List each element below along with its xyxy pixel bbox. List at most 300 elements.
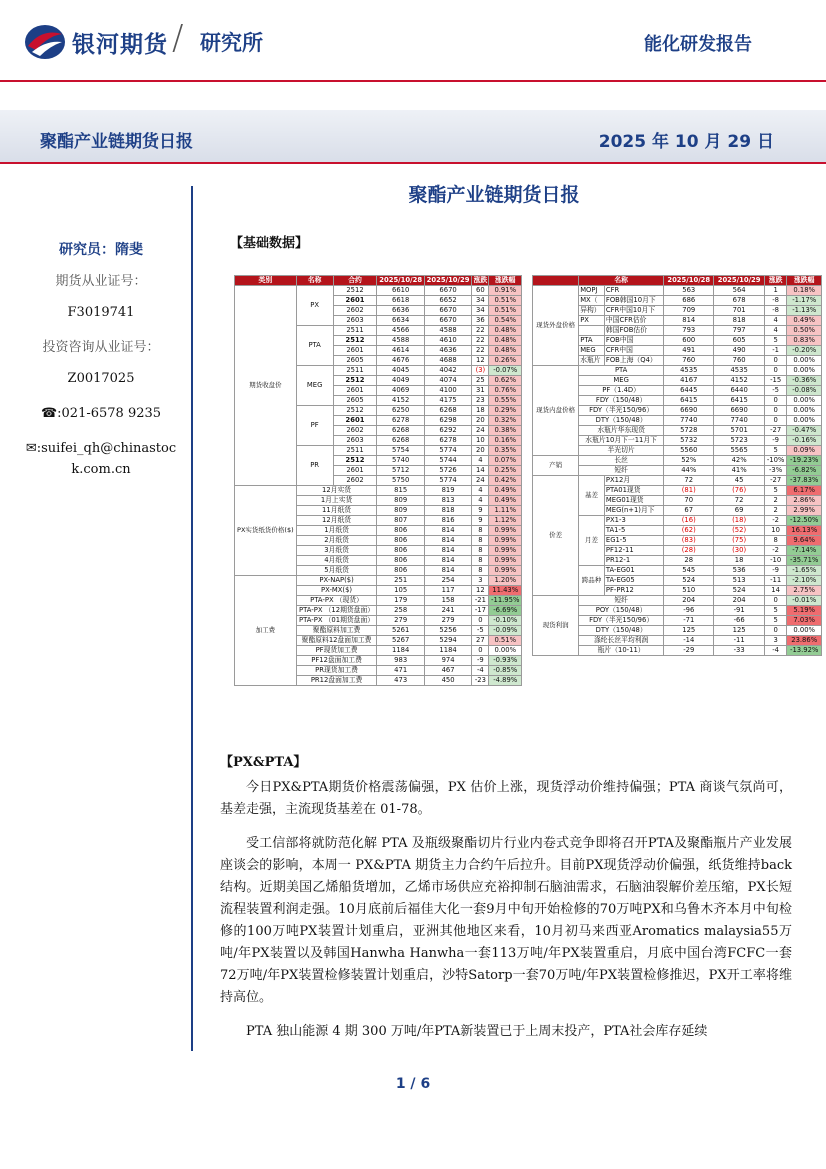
table-header-cell: 涨跌 (764, 276, 787, 286)
table-cell: (30) (714, 546, 764, 556)
table-cell: 0.51% (489, 296, 522, 306)
table-cell: 279 (377, 616, 424, 626)
table-cell: 806 (377, 526, 424, 536)
table-cell: 22 (472, 336, 489, 346)
name-cell (579, 326, 605, 336)
table-cell: 4069 (377, 386, 424, 396)
table-cell: -0.09% (489, 626, 522, 636)
table-cell: 0 (764, 596, 787, 606)
table-header-row (533, 276, 822, 286)
table-cell: 545 (664, 566, 714, 576)
table-header-cell: 2025/10/28 (377, 276, 424, 286)
spec-cell: FOB上海（Q4） (604, 356, 663, 366)
table-cell: 10 (764, 526, 787, 536)
page-header (0, 0, 826, 82)
table-cell: 9 (472, 506, 489, 516)
table-cell: 5728 (664, 426, 714, 436)
spec-cell: CFR (604, 286, 663, 296)
name-cell: PR (296, 446, 333, 486)
phone: ☎:021-6578 9235 (40, 406, 162, 421)
table-cell: 536 (714, 566, 764, 576)
table-cell: 818 (424, 506, 471, 516)
table-cell: 23 (472, 396, 489, 406)
table-cell: -66 (714, 616, 764, 626)
table-cell: 2.75% (787, 586, 822, 596)
table-cell: 4175 (424, 396, 471, 406)
name-cell: FDY（半光150/96） (579, 406, 664, 416)
table-cell: 0.00% (787, 406, 822, 416)
table-cell: -96 (664, 606, 714, 616)
table-cell: 0.35% (489, 446, 522, 456)
table-cell: -9 (764, 436, 787, 446)
table-cell: 67 (664, 506, 714, 516)
table-cell: 45 (714, 476, 764, 486)
page-number: 1 / 6 (395, 1076, 431, 1092)
table-cell: 25 (472, 376, 489, 386)
spec-cell: FOB中国 (604, 336, 663, 346)
table-cell: (62) (664, 526, 714, 536)
table-cell: 0.48% (489, 346, 522, 356)
category-cell: 产销 (533, 456, 579, 476)
table-cell: 4 (472, 486, 489, 496)
table-cell: 4074 (424, 376, 471, 386)
table-cell: -10 (764, 556, 787, 566)
table-cell: 5701 (714, 426, 764, 436)
table-cell: 0.76% (489, 386, 522, 396)
table-cell: -35.71% (787, 556, 822, 566)
table-cell: -14 (664, 636, 714, 646)
name-cell: 聚酯原料12盘面加工费 (296, 636, 377, 646)
table-cell: 16.13% (787, 526, 822, 536)
table-cell: 6690 (664, 406, 714, 416)
table-header-cell: 2025/10/28 (664, 276, 714, 286)
table-cell: 204 (664, 596, 714, 606)
table-cell: 4610 (424, 336, 471, 346)
table-cell: -1.13% (787, 306, 822, 316)
name-cell: PTA-PX （12期货盘面） (296, 606, 377, 616)
table-cell: 9.64% (787, 536, 822, 546)
email: ✉:suifei_qh@chinastock.com.cn (25, 441, 177, 477)
table-cell: 797 (714, 326, 764, 336)
table-cell: 6.17% (787, 486, 822, 496)
column-divider (191, 186, 193, 1051)
table-cell: 2512 (333, 406, 377, 416)
table-cell: -8 (764, 306, 787, 316)
table-row (533, 456, 822, 466)
name-cell: PF12盘面加工费 (296, 656, 377, 666)
table-cell: 600 (664, 336, 714, 346)
name-cell: FDY（半光150/96） (579, 616, 664, 626)
table-cell: 204 (714, 596, 764, 606)
table-cell: 11.43% (489, 586, 522, 596)
table-row (533, 366, 822, 376)
table-cell: 0.42% (489, 476, 522, 486)
table-cell: 7740 (714, 416, 764, 426)
name-cell: PX-NAP($) (296, 576, 377, 586)
subcategory-cell: 月差 (579, 516, 605, 566)
table-cell: 4 (764, 326, 787, 336)
table-cell: 809 (377, 506, 424, 516)
table-cell: 6250 (377, 406, 424, 416)
name-cell: PTA-PX （现货） (296, 596, 377, 606)
table-cell: -0.16% (787, 436, 822, 446)
table-cell: 4100 (424, 386, 471, 396)
table-header-cell: 类别 (235, 276, 297, 286)
table-cell: 24 (472, 426, 489, 436)
table-cell: 2512 (333, 456, 377, 466)
table-cell: 179 (377, 596, 424, 606)
table-cell: 6268 (377, 436, 424, 446)
table-cell: 5256 (424, 626, 471, 636)
table-cell: -4 (764, 646, 787, 656)
table-cell: 0.25% (489, 466, 522, 476)
table-cell: 8 (764, 536, 787, 546)
table-cell: 251 (377, 576, 424, 586)
table-cell: 70 (664, 496, 714, 506)
subcategory-cell: 基差 (579, 476, 605, 516)
table-cell: 813 (424, 496, 471, 506)
table-cell: 6292 (424, 426, 471, 436)
table-cell: 6634 (377, 316, 424, 326)
table-cell: 10 (472, 436, 489, 446)
table-cell: 69 (714, 506, 764, 516)
table-cell: 2512 (333, 336, 377, 346)
table-cell: 513 (714, 576, 764, 586)
table-cell: 0.50% (787, 326, 822, 336)
paragraph: PTA 独山能源 4 期 300 万吨/年PTA新装置已于上周末投产，PTA社会库存延续 (246, 1024, 708, 1039)
table-cell: 806 (377, 556, 424, 566)
table-cell: 22 (472, 326, 489, 336)
table-cell: 14 (764, 586, 787, 596)
table-cell: -0.93% (489, 656, 522, 666)
table-cell: (81) (664, 486, 714, 496)
table-cell: 5774 (424, 446, 471, 456)
table-cell: 983 (377, 656, 424, 666)
name-cell: 11月纸货 (296, 506, 377, 516)
table-cell: 27 (472, 636, 489, 646)
name-cell: 1月上实货 (296, 496, 377, 506)
table-cell: 6440 (714, 386, 764, 396)
license-label: 期货从业证号： (55, 274, 147, 289)
table-cell: 974 (424, 656, 471, 666)
table-cell: -15 (764, 376, 787, 386)
table-cell: 4152 (714, 376, 764, 386)
table-row (533, 596, 822, 606)
table-cell: -17 (472, 606, 489, 616)
name-cell: 1月纸货 (296, 526, 377, 536)
table-cell: 44% (664, 466, 714, 476)
table-cell: -4 (472, 666, 489, 676)
table-cell: 701 (714, 306, 764, 316)
name-cell: TA-EG05 (604, 576, 663, 586)
table-row (235, 486, 522, 496)
table-cell: -13.92% (787, 646, 822, 656)
table-cell: 814 (424, 546, 471, 556)
table-cell: (28) (664, 546, 714, 556)
spec-cell: 中国CFR估价 (604, 316, 663, 326)
subcategory-cell: 跨品种 (579, 566, 605, 596)
table-cell: 5 (764, 486, 787, 496)
researcher-name: 研究员：隋斐 (59, 242, 143, 258)
table-cell: 4614 (377, 346, 424, 356)
table-cell: 4 (472, 456, 489, 466)
table-cell: -33 (714, 646, 764, 656)
galaxy-logo-icon (22, 22, 68, 62)
table-cell: 34 (472, 296, 489, 306)
table-cell: 34 (472, 306, 489, 316)
table-cell: 5732 (664, 436, 714, 446)
table-cell: (83) (664, 536, 714, 546)
table-cell: 31 (472, 386, 489, 396)
table-header-cell (533, 276, 579, 286)
table-cell: 8 (472, 536, 489, 546)
table-cell: 4688 (424, 356, 471, 366)
table-cell: 760 (664, 356, 714, 366)
brand-name: 银河期货 (72, 32, 168, 58)
table-cell: -37.83% (787, 476, 822, 486)
category-cell: 加工费 (235, 576, 297, 686)
table-cell: 6278 (377, 416, 424, 426)
name-cell: PX (579, 316, 605, 326)
name-cell: 长丝 (579, 456, 664, 466)
table-cell: 2 (764, 496, 787, 506)
table-row (533, 286, 822, 296)
table-cell: 12 (472, 356, 489, 366)
table-cell: -6.82% (787, 466, 822, 476)
table-cell: 2511 (333, 446, 377, 456)
table-cell: 254 (424, 576, 471, 586)
table-cell: 2602 (333, 426, 377, 436)
table-cell: 605 (714, 336, 764, 346)
table-cell: 809 (377, 496, 424, 506)
table-cell: -5 (764, 386, 787, 396)
table-cell: 814 (424, 526, 471, 536)
table-cell: 1 (764, 286, 787, 296)
name-cell: 瓶片（10-11） (579, 646, 664, 656)
table-cell: 1.12% (489, 516, 522, 526)
table-cell: 9 (472, 516, 489, 526)
table-cell: 24 (472, 476, 489, 486)
table-cell: 2601 (333, 386, 377, 396)
name-cell: EG1-5 (604, 536, 663, 546)
table-cell: 6618 (377, 296, 424, 306)
table-cell: 18 (472, 406, 489, 416)
table-cell: 41% (714, 466, 764, 476)
table-cell: 6445 (664, 386, 714, 396)
table-cell: 8 (472, 526, 489, 536)
table-cell: 709 (664, 306, 714, 316)
table-cell: 819 (424, 486, 471, 496)
table-cell: 2601 (333, 346, 377, 356)
name-cell: PTA (579, 366, 664, 376)
table-cell: 814 (424, 556, 471, 566)
table-cell: 5 (764, 616, 787, 626)
name-cell: 水瓶片华东现货 (579, 426, 664, 436)
name-cell: PX-MX($) (296, 586, 377, 596)
table-cell: 117 (424, 586, 471, 596)
table-cell: 5560 (664, 446, 714, 456)
table-cell: 6670 (424, 286, 471, 296)
table-cell: 6298 (424, 416, 471, 426)
table-cell: 473 (377, 676, 424, 686)
table-cell: 0.99% (489, 536, 522, 546)
name-cell: PF (296, 406, 333, 446)
table-cell: 5750 (377, 476, 424, 486)
name-cell: MEG(n+1)月下 (604, 506, 663, 516)
table-cell: 0.62% (489, 376, 522, 386)
name-cell: 水瓶片 (579, 356, 605, 366)
table-cell: 0.83% (787, 336, 822, 346)
table-header-cell: 名称 (579, 276, 664, 286)
table-cell: 4566 (377, 326, 424, 336)
name-cell: PTA (579, 336, 605, 346)
table-cell: 0 (764, 406, 787, 416)
table-cell: -91 (714, 606, 764, 616)
section-heading: 【PX&PTA】 (220, 755, 307, 770)
department-name: 研究所 (200, 31, 263, 55)
table-cell: -2.10% (787, 576, 822, 586)
table-cell: 6690 (714, 406, 764, 416)
name-cell: PTA-PX （01期货盘面） (296, 616, 377, 626)
table-cell: 0.49% (489, 496, 522, 506)
name-cell: 3月纸货 (296, 546, 377, 556)
table-cell: 4167 (664, 376, 714, 386)
table-cell: -4.89% (489, 676, 522, 686)
name-cell: 短纤 (579, 596, 664, 606)
category-cell: PX实货纸货价格($) (235, 486, 297, 576)
table-cell: 5 (764, 336, 787, 346)
table-cell: -0.08% (787, 386, 822, 396)
name-cell: TA1-5 (604, 526, 663, 536)
table-cell: 564 (714, 286, 764, 296)
table-cell: 5712 (377, 466, 424, 476)
table-cell: 2602 (333, 306, 377, 316)
table-cell: 14 (472, 466, 489, 476)
table-cell: 814 (424, 566, 471, 576)
consult-label: 投资咨询从业证号： (42, 340, 160, 355)
paragraph: 受工信部将就防范化解 PTA 及瓶级聚酯切片行业内卷式竞争即将召开PTA及聚酯瓶片产业发展座谈会的影响，本周一 PX&PTA 期货主力合约午后拉升。目前PX现货浮动价偏强，纸货维持back结构。近期美国乙烯船货增加，乙烯市场供应充裕抑制石脑油需求，石脑油裂解价差压缩，PX长短流程装置利润走强。10月底前后福佳大化一套9月中旬开始检修的70万吨PX和乌鲁木齐本月中旬检修的100万吨PX装置计划重启，亚洲其他地区来看，10月初马来西亚Aromatics malaysia55万吨/年PX装置以及韩国Hanwha Hanwha一套113万吨/年PX装置重启，月底中国台湾FCFC一套72万吨/年PX装置检修装置计划重启，沙特Satorp一套70万吨/年PX装置检修推迟，PX开工率将维持高位。 (220, 836, 792, 1005)
table-cell: 4049 (377, 376, 424, 386)
name-cell: 12月实货 (296, 486, 377, 496)
name-cell: 12月纸货 (296, 516, 377, 526)
title-band (0, 110, 826, 164)
table-cell: 0.07% (489, 456, 522, 466)
main-content (204, 180, 819, 1039)
table-cell: 467 (424, 666, 471, 676)
table-cell: (18) (714, 516, 764, 526)
name-cell: MEG (296, 366, 333, 406)
table-cell: 678 (714, 296, 764, 306)
table-cell: 5565 (714, 446, 764, 456)
table-cell: -0.36% (787, 376, 822, 386)
table-cell: 2602 (333, 476, 377, 486)
name-cell: PR12盘面加工费 (296, 676, 377, 686)
name-cell: PTA (296, 326, 333, 366)
table-cell: 4 (472, 496, 489, 506)
name-cell: 水瓶片10月下一11月下 (579, 436, 664, 446)
table-cell: 0.51% (489, 306, 522, 316)
table-cell: 0.99% (489, 556, 522, 566)
name-cell: PTA01现货 (604, 486, 663, 496)
table-cell: -9 (472, 656, 489, 666)
license-number: F3019741 (67, 305, 135, 320)
name-cell: PR12-1 (604, 556, 663, 566)
table-cell: 5261 (377, 626, 424, 636)
table-cell: 4 (764, 316, 787, 326)
table-cell: 241 (424, 606, 471, 616)
table-cell: 2.86% (787, 496, 822, 506)
table-cell: 125 (714, 626, 764, 636)
report-title: 聚酯产业链期货日报 (408, 184, 580, 206)
table-cell: 158 (424, 596, 471, 606)
table-cell: 6415 (664, 396, 714, 406)
table-cell: 806 (377, 536, 424, 546)
table-cell: 5.19% (787, 606, 822, 616)
name-cell: POY（150/48） (579, 606, 664, 616)
table-cell: 6636 (377, 306, 424, 316)
table-cell: 18 (714, 556, 764, 566)
name-cell: PR现货加工费 (296, 666, 377, 676)
table-cell: -11 (764, 576, 787, 586)
table-cell: 6610 (377, 286, 424, 296)
table-cell: 563 (664, 286, 714, 296)
table-cell: 814 (664, 316, 714, 326)
table-cell: 2601 (333, 466, 377, 476)
name-cell: TA-EG01 (604, 566, 663, 576)
table-cell: 3 (472, 576, 489, 586)
report-type: 能化研发报告 (644, 34, 752, 55)
table-cell: 818 (714, 316, 764, 326)
name-cell: MEG01现货 (604, 496, 663, 506)
table-cell: 5774 (424, 476, 471, 486)
name-cell: 4月纸货 (296, 556, 377, 566)
spec-cell: FOB韩国10月下 (604, 296, 663, 306)
table-cell: 0.00% (787, 626, 822, 636)
table-cell: 8 (472, 556, 489, 566)
name-cell: MEG (579, 376, 664, 386)
name-cell: DTY（150/48） (579, 626, 664, 636)
table-header-cell: 2025/10/29 (424, 276, 471, 286)
table-cell: -11.95% (489, 596, 522, 606)
table-header-cell: 2025/10/29 (714, 276, 764, 286)
section-heading: 【基础数据】 (230, 236, 309, 251)
table-cell: -23 (472, 676, 489, 686)
table-cell: 258 (377, 606, 424, 616)
table-cell: 28 (664, 556, 714, 566)
table-cell: -27 (764, 476, 787, 486)
table-cell: 760 (714, 356, 764, 366)
name-cell: PX1-3 (604, 516, 663, 526)
table-cell: -5 (472, 626, 489, 636)
table-cell: 0.16% (489, 436, 522, 446)
table-cell: 0.00% (489, 646, 522, 656)
table-cell: 2511 (333, 366, 377, 376)
table-cell: 0.49% (489, 486, 522, 496)
table-cell: 0 (764, 626, 787, 636)
table-cell: -0.07% (489, 366, 522, 376)
right-data-table (532, 275, 822, 656)
table-cell: 4588 (377, 336, 424, 346)
table-cell: -6.69% (489, 606, 522, 616)
table-cell: -29 (664, 646, 714, 656)
table-cell: 2605 (333, 356, 377, 366)
sidebar (22, 240, 180, 480)
table-cell: 4636 (424, 346, 471, 356)
table-cell: -8 (764, 296, 787, 306)
table-cell: 0.29% (489, 406, 522, 416)
table-cell: 105 (377, 586, 424, 596)
table-cell: 0.99% (489, 546, 522, 556)
